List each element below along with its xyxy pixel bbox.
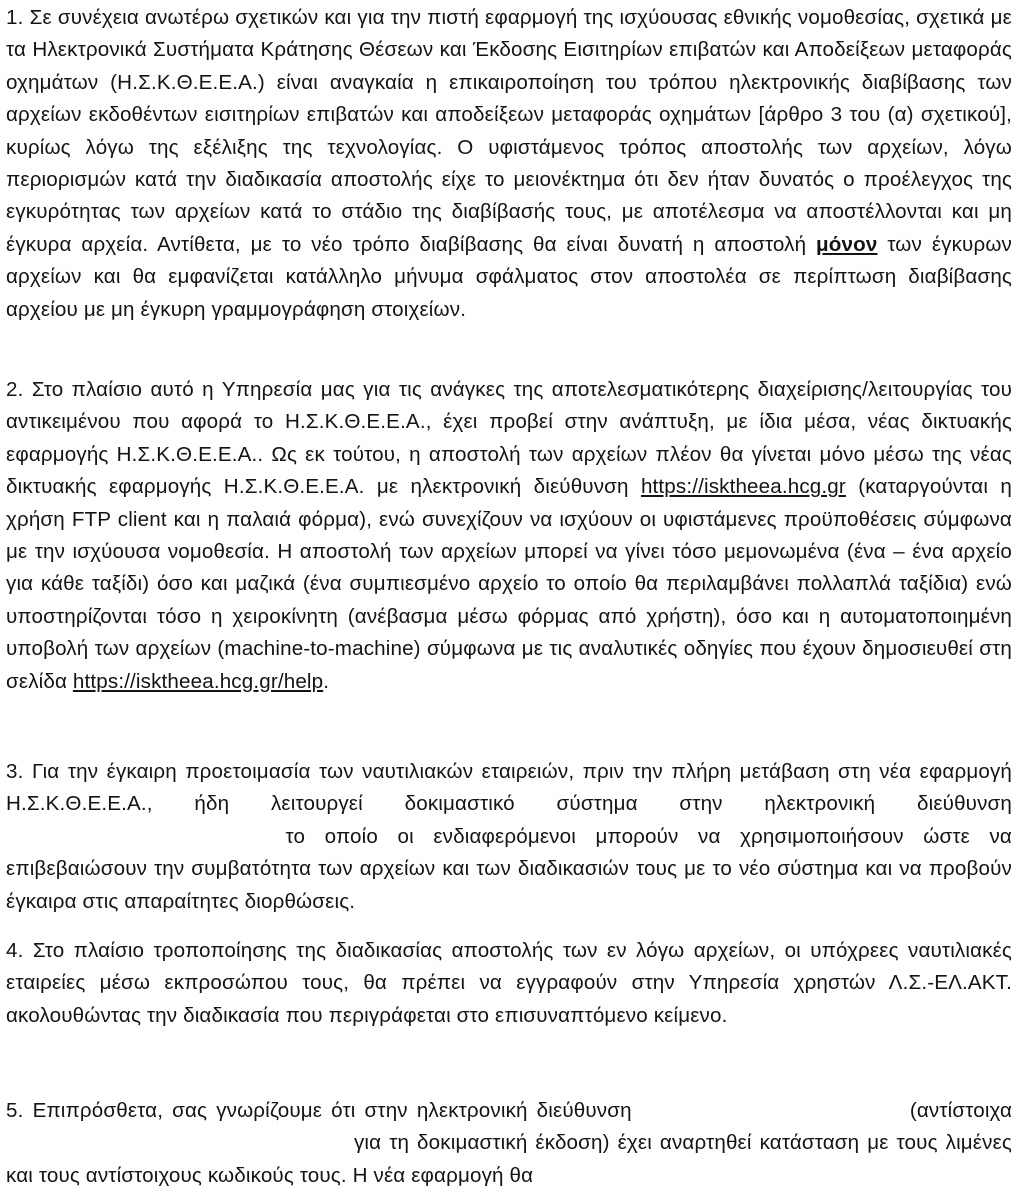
paragraph-number: 5.	[6, 1099, 24, 1122]
paragraph-text: Επιπρόσθετα, σας γνωρίζουμε ότι στην ηλεκτρονική διεύθυνση	[32, 1099, 632, 1122]
paragraph-text: Στο πλαίσιο αυτό η Υπηρεσία μας για τις ανάγκες της αποτελεσματικότερης διαχείρισης/λειτουργίας του αντικειμένου που αφορά το Η.Σ.Κ.Θ.Ε.Ε.Α., έχει προβεί στην ανάπτυξη, με ίδια μέσα, νέας δικτυακής εφαρμογής Η.Σ.Κ.Θ.Ε.Ε.Α.. Ως εκ τούτου, η αποστολή των αρχείων πλέον θα γίνεται μόνο μέσω της νέας δικτυακής εφαρμογής Η.Σ.Κ.Θ.Ε.Ε.Α. με ηλεκτρονική διεύθυνση	[6, 378, 1013, 499]
paragraph-text: για τη δοκιμαστική έκδοση) έχει αναρτηθεί κατάσταση με τους λιμένες και τους αντίστοιχους κωδικούς τους. Η νέα εφαρμογή θα	[6, 1131, 1012, 1187]
help-page-link[interactable]: https://isktheea.hcg.gr/help	[72, 669, 324, 693]
paragraph-text: το οποίο οι ενδιαφερόμενοι μπορούν να χρησιμοποιήσουν ώστε να επιβεβαιώσουν την συμβατότητα των αρχείων και των διαδικασιών τους με το νέο σύστημα και να προβούν έγκαιρα στις απαραίτητες διορθώσεις.	[6, 824, 1012, 913]
paragraph-text: Για την έγκαιρη προετοιμασία των ναυτιλιακών εταιρειών, πριν την πλήρη μετάβαση στη νέα εφαρμογή Η.Σ.Κ.Θ.Ε.Ε.Α., ήδη λειτουργεί δοκιμαστικό σύστημα στην ηλεκτρονική διεύθυνση	[6, 760, 1013, 816]
paragraph-text: (καταργούνται η χρήση FTP client και η παλαιά φόρμα), ενώ συνεχίζουν να ισχύουν οι υφιστάμενες προϋποθέσεις σύμφωνα με την ισχύουσα νομοθεσία. Η αποστολή των αρχείων μπορεί να γίνει τόσο μεμονωμένα (ένα – ένα αρχείο για κάθε ταξίδι) όσο και μαζικά (ένα συμπιεσμένο αρχείο το οποίο θα περιλαμβάνει πολλαπλά ταξίδια) ενώ υποστηρίζονται τόσο η χειροκίνητη (ανέβασμα μέσω φόρμας από χρήστη), όσο και η αυτοματοποιημένη υποβολή των αρχείων (machine-to-machine) σύμφωνα με τις αναλυτικές οδηγίες που έχουν δημοσιευθεί στη σελίδα	[6, 475, 1012, 693]
paragraph-text: (αντίστοιχα	[909, 1099, 1013, 1122]
paragraph-4	[6, 935, 1012, 1032]
paragraph-text: Σε συνέχεια ανωτέρω σχετικών και για την πιστή εφαρμογή της ισχύουσας εθνικής νομοθεσίας, σχετικά με τα Ηλεκτρονικά Συστήματα Κράτησης Θέσεων και Έκδοσης Εισιτηρίων επιβατών και Αποδείξεων μεταφοράς οχημάτων (Η.Σ.Κ.Θ.Ε.Ε.Α.) είναι αναγκαία η επικαιροποίηση του τρόπου ηλεκτρονικής διαβίβασης των αρχείων εκδοθέντων εισιτηρίων επιβατών και αποδείξεων μεταφοράς οχημάτων [άρθρο 3 του (α) σχετικού], κυρίως λόγω της εξέλιξης της τεχνολογίας. Ο υφιστάμενος τρόπος αποστολής των αρχείων, λόγω περιορισμών κατά την διαδικασία αποστολής είχε το μειονέκτημα ότι δεν ήταν δυνατός ο προέλεγχος της εγκυρότητας των αρχείων κατά το στάδιο της διαβίβασής τους, με αποτέλεσμα να αποστέλλονται και μη έγκυρα αρχεία. Αντίθετα, με το νέο τρόπο διαβίβασης θα είναι δυνατή η αποστολή	[6, 6, 1012, 256]
paragraph-5	[6, 1095, 1012, 1192]
paragraph-number: 1.	[6, 6, 24, 29]
emphasis-text: μόνον	[816, 232, 878, 256]
paragraph-1	[6, 2, 1012, 326]
website-link[interactable]: https://isktheea.hcg.gr	[640, 475, 846, 499]
paragraph-number: 4.	[6, 939, 24, 962]
paragraph-3	[6, 756, 1012, 918]
paragraph-number: 2.	[6, 378, 24, 401]
paragraph-text: .	[323, 669, 330, 693]
paragraph-number: 3.	[6, 760, 24, 783]
paragraph-text: των έγκυρων αρχείων και θα εμφανίζεται κατάλληλο μήνυμα σφάλματος στον αποστολέα σε περίπτωση διαβίβασης αρχείου με μη έγκυρη γραμμογράφηση στοιχείων.	[6, 232, 1013, 321]
paragraph-text: Στο πλαίσιο τροποποίησης της διαδικασίας αποστολής των εν λόγω αρχείων, οι υπόχρεες ναυτιλιακές εταιρείες μέσω εκπροσώπου τους, θα πρέπει να εγγραφούν στην Υπηρεσία χρηστών Λ.Σ.-ΕΛ.ΑΚΤ. ακολουθώντας την διαδικασία που περιγράφεται στο επισυναπτόμενο κείμενο.	[6, 939, 1012, 1027]
paragraph-2	[6, 374, 1012, 698]
